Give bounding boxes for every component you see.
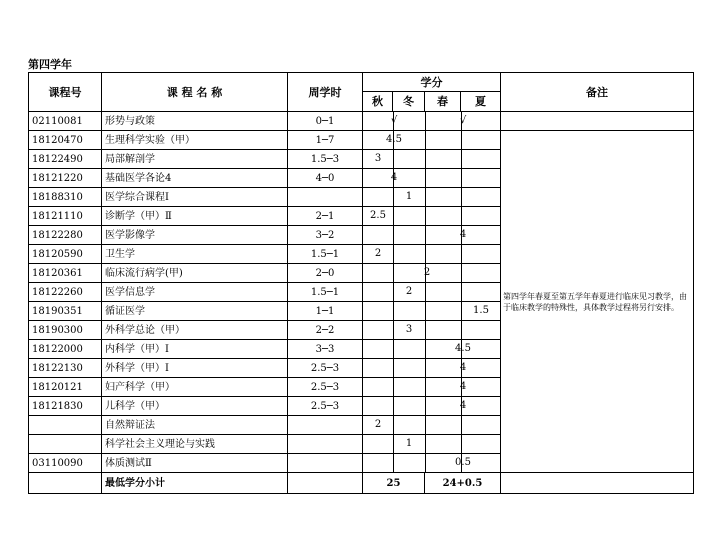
credit-value: 4.5 bbox=[386, 134, 402, 145]
summary-spring-summer: 24+0.5 bbox=[425, 473, 501, 494]
credit-divider bbox=[425, 283, 426, 301]
credit-value: 1 bbox=[405, 438, 413, 449]
credit-divider bbox=[425, 169, 426, 187]
credit-divider bbox=[425, 226, 426, 244]
credit-divider bbox=[461, 169, 462, 187]
credit-divider bbox=[425, 454, 426, 472]
course-name: 自然辩证法 bbox=[102, 416, 288, 435]
header-remarks: 备注 bbox=[501, 73, 694, 112]
credit-divider bbox=[425, 245, 426, 263]
header-winter: 冬 bbox=[393, 92, 425, 112]
course-name: 医学信息学 bbox=[102, 283, 288, 302]
header-summer: 夏 bbox=[461, 92, 501, 112]
header-code: 课程号 bbox=[29, 73, 102, 112]
course-code: 03110090 bbox=[29, 454, 102, 473]
credit-cells bbox=[363, 207, 501, 226]
course-table bbox=[28, 72, 694, 494]
credit-divider bbox=[393, 416, 394, 434]
course-hours bbox=[288, 435, 363, 454]
course-name: 诊断学（甲）Ⅱ bbox=[102, 207, 288, 226]
credit-value: √ bbox=[459, 115, 467, 126]
summary-label: 最低学分小计 bbox=[102, 473, 288, 494]
credit-divider bbox=[461, 150, 462, 168]
credit-divider bbox=[425, 435, 426, 453]
credit-cells bbox=[363, 283, 501, 302]
credit-divider bbox=[393, 397, 394, 415]
course-hours: 2.5─3 bbox=[288, 397, 363, 416]
credit-value: 2 bbox=[405, 286, 413, 297]
remarks-blank bbox=[501, 112, 694, 131]
course-code bbox=[29, 435, 102, 454]
credit-divider bbox=[393, 226, 394, 244]
credit-cells bbox=[363, 169, 501, 188]
credit-divider bbox=[393, 188, 394, 206]
credit-divider bbox=[425, 359, 426, 377]
credit-divider bbox=[425, 397, 426, 415]
credit-value: 4 bbox=[459, 229, 467, 240]
credit-divider bbox=[425, 131, 426, 149]
credit-divider bbox=[425, 321, 426, 339]
credit-value: 4 bbox=[459, 381, 467, 392]
course-hours: 2.5─3 bbox=[288, 359, 363, 378]
header-hours: 周学时 bbox=[288, 73, 363, 112]
course-name: 循证医学 bbox=[102, 302, 288, 321]
credit-divider bbox=[393, 378, 394, 396]
credit-divider bbox=[461, 283, 462, 301]
credit-value: 2 bbox=[374, 419, 382, 430]
credit-value: 4.5 bbox=[455, 343, 471, 354]
course-name: 形势与政策 bbox=[102, 112, 288, 131]
course-name: 外科学总论（甲） bbox=[102, 321, 288, 340]
credit-divider bbox=[425, 340, 426, 358]
course-code bbox=[29, 416, 102, 435]
course-code: 18122490 bbox=[29, 150, 102, 169]
summary-autumn-winter: 25 bbox=[363, 473, 425, 494]
table-row bbox=[29, 112, 694, 131]
course-code: 18190351 bbox=[29, 302, 102, 321]
credit-cells bbox=[363, 435, 501, 454]
credit-cells bbox=[363, 397, 501, 416]
credit-divider bbox=[425, 112, 426, 130]
credit-divider bbox=[393, 454, 394, 472]
summary-row bbox=[29, 473, 694, 494]
course-code: 18120590 bbox=[29, 245, 102, 264]
course-hours: 1.5─1 bbox=[288, 283, 363, 302]
credit-value: 0.5 bbox=[455, 457, 471, 468]
credit-divider bbox=[461, 131, 462, 149]
course-name: 生理科学实验（甲） bbox=[102, 131, 288, 150]
credit-cells bbox=[363, 131, 501, 150]
course-code: 18122130 bbox=[29, 359, 102, 378]
course-hours: 2─1 bbox=[288, 207, 363, 226]
summary-remarks-blank bbox=[501, 473, 694, 494]
table-row bbox=[29, 131, 694, 150]
credit-cells bbox=[363, 150, 501, 169]
credit-cells bbox=[363, 188, 501, 207]
header-name: 课 程 名 称 bbox=[102, 73, 288, 112]
course-name: 医学综合课程Ⅰ bbox=[102, 188, 288, 207]
credit-divider bbox=[393, 321, 394, 339]
course-hours bbox=[288, 454, 363, 473]
credit-cells bbox=[363, 302, 501, 321]
course-code: 18122280 bbox=[29, 226, 102, 245]
credit-cells bbox=[363, 226, 501, 245]
course-hours: 2─0 bbox=[288, 264, 363, 283]
course-name: 局部解剖学 bbox=[102, 150, 288, 169]
credit-value: 3 bbox=[405, 324, 413, 335]
course-code: 18188310 bbox=[29, 188, 102, 207]
course-name: 卫生学 bbox=[102, 245, 288, 264]
credit-divider bbox=[461, 416, 462, 434]
credit-divider bbox=[393, 264, 394, 282]
credit-divider bbox=[425, 188, 426, 206]
course-name: 外科学（甲）Ⅰ bbox=[102, 359, 288, 378]
credit-value: 4 bbox=[459, 362, 467, 373]
credit-divider bbox=[393, 207, 394, 225]
credit-divider bbox=[461, 321, 462, 339]
credit-cells bbox=[363, 245, 501, 264]
course-name: 临床流行病学(甲) bbox=[102, 264, 288, 283]
credit-divider bbox=[425, 150, 426, 168]
section-title: 第四学年 bbox=[28, 58, 72, 71]
credit-divider bbox=[393, 302, 394, 320]
credit-cells bbox=[363, 378, 501, 397]
course-code: 18121220 bbox=[29, 169, 102, 188]
course-code: 18122000 bbox=[29, 340, 102, 359]
credit-value: 2.5 bbox=[370, 210, 386, 221]
course-name: 科学社会主义理论与实践 bbox=[102, 435, 288, 454]
course-hours: 2.5─3 bbox=[288, 378, 363, 397]
credit-cells bbox=[363, 454, 501, 473]
credit-cells bbox=[363, 340, 501, 359]
course-name: 基础医学各论4 bbox=[102, 169, 288, 188]
credit-cells bbox=[363, 264, 501, 283]
credit-divider bbox=[461, 245, 462, 263]
course-hours: 1.5─1 bbox=[288, 245, 363, 264]
course-name: 医学影像学 bbox=[102, 226, 288, 245]
course-hours: 1─7 bbox=[288, 131, 363, 150]
remarks-text: 第四学年春夏至第五学年春夏进行临床见习教学，由于临床教学的特殊性，具体教学过程将另行安排。 bbox=[501, 131, 694, 473]
course-hours: 2─2 bbox=[288, 321, 363, 340]
header-autumn: 秋 bbox=[363, 92, 393, 112]
credit-divider bbox=[393, 359, 394, 377]
course-hours: 4─0 bbox=[288, 169, 363, 188]
course-code: 18122260 bbox=[29, 283, 102, 302]
course-hours: 0─1 bbox=[288, 112, 363, 131]
course-name: 内科学（甲）Ⅰ bbox=[102, 340, 288, 359]
credit-value: 1 bbox=[405, 191, 413, 202]
credit-divider bbox=[461, 302, 462, 320]
course-code: 18120361 bbox=[29, 264, 102, 283]
header-credits: 学分 bbox=[363, 73, 501, 92]
credit-value: 1.5 bbox=[473, 305, 489, 316]
course-hours: 3─2 bbox=[288, 226, 363, 245]
summary-code-blank bbox=[29, 473, 102, 494]
course-code: 02110081 bbox=[29, 112, 102, 131]
credit-value: 4 bbox=[390, 172, 398, 183]
credit-cells bbox=[363, 359, 501, 378]
credit-divider bbox=[393, 150, 394, 168]
credit-divider bbox=[461, 188, 462, 206]
credit-value: 2 bbox=[423, 267, 431, 278]
course-name: 体质测试Ⅱ bbox=[102, 454, 288, 473]
credit-divider bbox=[393, 340, 394, 358]
course-hours: 3─3 bbox=[288, 340, 363, 359]
summary-hours-blank bbox=[288, 473, 363, 494]
course-hours bbox=[288, 188, 363, 207]
credit-divider bbox=[393, 283, 394, 301]
credit-cells bbox=[363, 112, 501, 131]
credit-divider bbox=[393, 435, 394, 453]
credit-value: 2 bbox=[374, 248, 382, 259]
course-hours: 1.5─3 bbox=[288, 150, 363, 169]
course-code: 18121110 bbox=[29, 207, 102, 226]
course-hours bbox=[288, 416, 363, 435]
course-hours: 1─1 bbox=[288, 302, 363, 321]
credit-divider bbox=[425, 378, 426, 396]
credit-divider bbox=[425, 416, 426, 434]
course-name: 儿科学（甲） bbox=[102, 397, 288, 416]
credit-value: √ bbox=[390, 115, 398, 126]
course-code: 18190300 bbox=[29, 321, 102, 340]
credit-divider bbox=[393, 245, 394, 263]
course-code: 18120121 bbox=[29, 378, 102, 397]
credit-value: 4 bbox=[459, 400, 467, 411]
course-code: 18120470 bbox=[29, 131, 102, 150]
header-spring: 春 bbox=[425, 92, 461, 112]
credit-divider bbox=[461, 435, 462, 453]
credit-cells bbox=[363, 321, 501, 340]
credit-value: 3 bbox=[374, 153, 382, 164]
course-name: 妇产科学（甲） bbox=[102, 378, 288, 397]
course-code: 18121830 bbox=[29, 397, 102, 416]
credit-cells bbox=[363, 416, 501, 435]
credit-divider bbox=[461, 264, 462, 282]
credit-divider bbox=[425, 302, 426, 320]
course-rows bbox=[29, 112, 694, 494]
credit-divider bbox=[425, 207, 426, 225]
credit-divider bbox=[461, 207, 462, 225]
